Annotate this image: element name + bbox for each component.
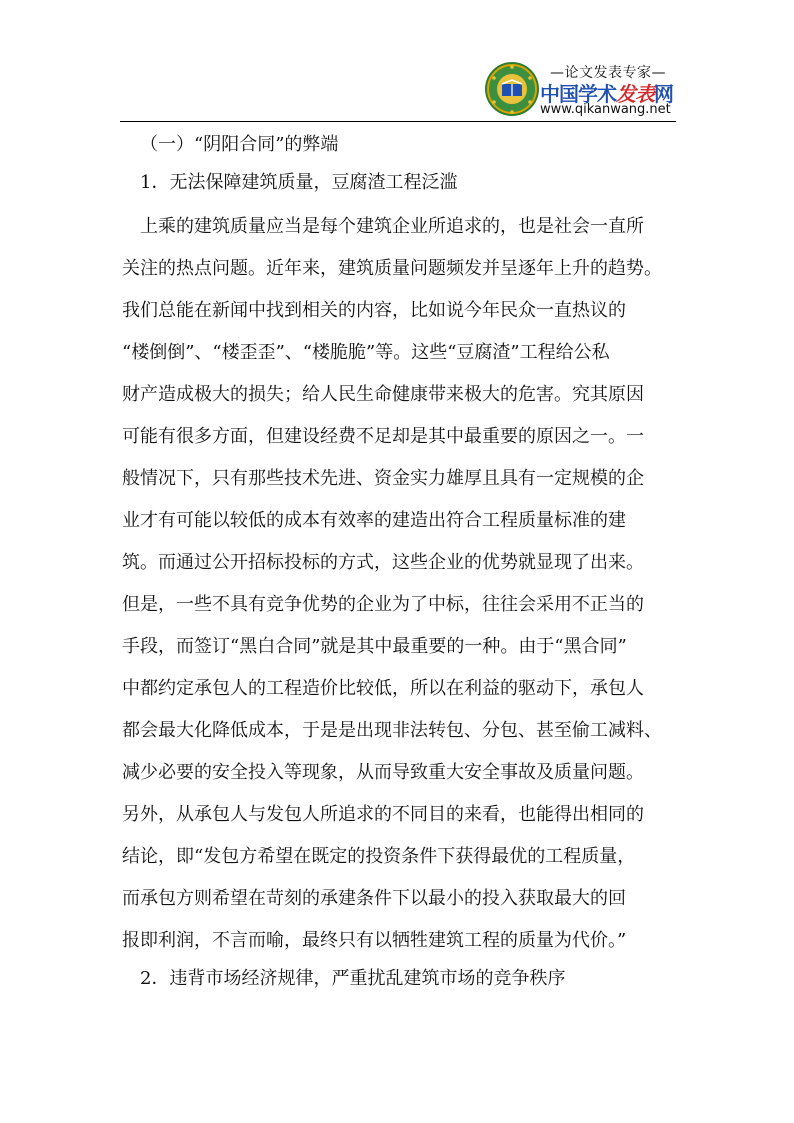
site-slogan: —论文发表专家—: [550, 65, 666, 81]
paragraph-line: 上乘的建筑质量应当是每个建筑企业所追求的，也是社会一直所: [140, 216, 644, 237]
site-brand: [540, 58, 676, 120]
subheading-1: 1．无法保障建筑质量，豆腐渣工程泛滥: [140, 172, 458, 193]
paragraph-line: 另外，从承包人与发包人所追求的不同目的来看，也能得出相同的: [122, 804, 644, 825]
paragraph-line: 般情况下，只有那些技术先进、资金实力雄厚且具有一定规模的企: [122, 468, 644, 489]
paragraph-line: 中都约定承包人的工程造价比较低，所以在利益的驱动下，承包人: [122, 678, 644, 699]
paragraph-line: “楼倒倒”、“楼歪歪”、“楼脆脆”等。这些“豆腐渣”工程给公私: [122, 342, 610, 363]
paragraph-line: 报即利润，不言而喻，最终只有以牺牲建筑工程的质量为代价。”: [122, 930, 627, 951]
site-url[interactable]: www.qikanwang.net: [540, 102, 671, 117]
paragraph-line: 关注的热点问题。近年来，建筑质量问题频发并呈逐年上升的趋势。: [122, 258, 662, 279]
page-header: [0, 0, 794, 125]
paragraph-line: 业才有可能以较低的成本有效率的建造出符合工程质量标准的建: [122, 510, 626, 531]
paragraph-line: 财产造成极大的损失；给人民生命健康带来极大的危害。究其原因: [122, 384, 644, 405]
paragraph-line: 而承包方则希望在苛刻的承建条件下以最小的投入获取最大的回: [122, 888, 626, 909]
paragraph-line: 都会最大化降低成本，于是是出现非法转包、分包、甚至偷工减料、: [122, 720, 662, 741]
paragraph-line: 结论，即“发包方希望在既定的投资条件下获得最优的工程质量，: [122, 846, 636, 867]
site-name-part1: 中国学术: [540, 82, 616, 106]
paragraph-line: 筑。而通过公开招标投标的方式，这些企业的优势就显现了出来。: [122, 552, 644, 573]
paragraph-line: 减少必要的安全投入等现象，从而导致重大安全事故及质量问题。: [122, 762, 644, 783]
paragraph-line: 手段，而签订“黑白合同”就是其中最重要的一种。由于“黑合同”: [122, 636, 627, 657]
academic-seal-logo-icon: [484, 58, 540, 120]
section-heading: （一）“阴阳合同”的弊端: [140, 134, 339, 155]
site-name-part2: 发表: [616, 82, 654, 106]
subheading-2: 2．违背市场经济规律，严重扰乱建筑市场的竞争秩序: [140, 968, 566, 989]
paragraph-line: 可能有很多方面，但建设经费不足却是其中最重要的原因之一。一: [122, 426, 644, 447]
header-divider: [120, 121, 676, 122]
paragraph-line: 但是，一些不具有竞争优势的企业为了中标，往往会采用不正当的: [122, 594, 644, 615]
site-name-part3: 网: [654, 82, 673, 106]
paragraph-line: 我们总能在新闻中找到相关的内容，比如说今年民众一直热议的: [122, 300, 626, 321]
